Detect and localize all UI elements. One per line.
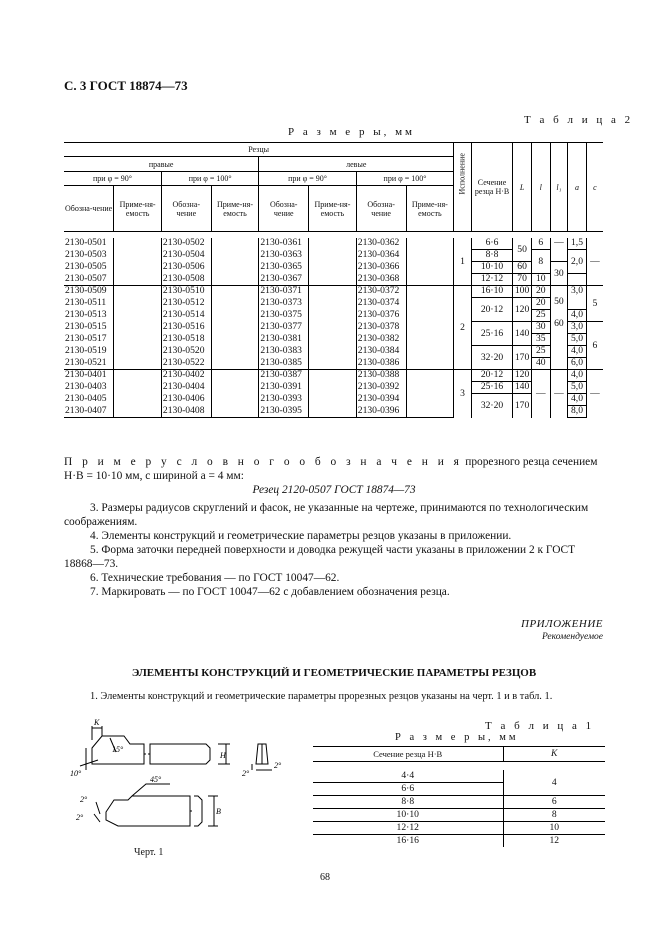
table-cell: 2130-0388: [356, 370, 406, 382]
appendix-sub: Рекомендуемое: [541, 632, 603, 642]
a-value: 4,0: [568, 370, 587, 382]
table-cell: 2130-0520: [161, 346, 211, 358]
section-title: ЭЛЕМЕНТЫ КОНСТРУКЦИЙ И ГЕОМЕТРИЧЕСКИЕ ПАРАМЕТРЫ РЕЗЦОВ: [131, 667, 537, 679]
table2-subtitle: Р а з м е р ы, мм: [288, 126, 416, 138]
t1-K: 6: [503, 796, 605, 809]
l-value: 20: [531, 298, 550, 310]
sechenie: 16·10: [471, 286, 512, 298]
table-cell: 2130-0407: [64, 406, 114, 418]
appendix-title: ПРИЛОЖЕНИЕ: [521, 618, 603, 630]
header-prim: Приме-ня-емость: [114, 186, 162, 232]
table-cell: 2130-0504: [161, 250, 211, 262]
note-item: 4. Элементы конструкций и геометрические параметры резцов указаны в приложении.: [90, 530, 512, 542]
header-prim: Приме-ня-емость: [309, 186, 357, 232]
t1-K: 12: [503, 835, 605, 848]
header-levye: левые: [259, 157, 454, 171]
table-cell: 2130-0516: [161, 322, 211, 334]
t1-sechenie: 16·16: [313, 835, 503, 848]
label-2deg-d: 2°: [76, 813, 84, 822]
table-cell: 2130-0405: [65, 392, 107, 404]
l-value: 25: [531, 346, 550, 358]
sechenie: 32·20: [471, 394, 512, 418]
table-cell: 2130-0394: [356, 394, 406, 406]
a-value: 3,0: [568, 286, 587, 310]
example-prefix: П р и м е р у с л о в н о г о о б о з н а ч е н и я: [64, 456, 463, 468]
notes-list: [64, 501, 604, 599]
label-2deg-a: 2°: [274, 761, 282, 770]
l1-value: 50 60: [550, 286, 568, 370]
table-cell: 2130-0376: [356, 310, 406, 322]
table-cell: 2130-0364: [356, 250, 406, 262]
L-value: 140: [513, 382, 532, 394]
table-cell: 2130-0502: [161, 238, 211, 250]
L-value: 170: [513, 346, 532, 370]
L-value: 140: [513, 322, 532, 346]
a-value: 4,0: [568, 346, 587, 358]
header-sechenie: Сечение резца H·B: [471, 143, 512, 232]
header-c: c: [586, 143, 603, 232]
c-value: —: [586, 238, 603, 286]
header-oboz: Обозна-чение: [259, 186, 309, 232]
a-value: 3,0: [568, 322, 587, 334]
table-cell: 2130-0514: [161, 310, 211, 322]
table-cell: 2130-0512: [161, 298, 211, 310]
c-value: —: [586, 370, 603, 418]
header-oboz: Обозна-чение: [356, 186, 406, 232]
header-pravye: правые: [64, 157, 259, 171]
table-cell: 2130-0401: [64, 370, 114, 382]
ispolnenie: 2: [454, 286, 472, 370]
example-paragraph: [64, 455, 604, 483]
table-cell: 2130-0378: [356, 322, 406, 334]
t1-sechenie: 10·10: [313, 809, 503, 822]
sechenie: 20·12: [471, 298, 512, 322]
drawing-caption: Черт. 1: [134, 847, 164, 858]
table-cell: 2130-0361: [259, 238, 309, 250]
table-cell: 2130-0513: [65, 308, 107, 320]
l1-value: —: [550, 370, 568, 418]
t1-K: 10: [503, 822, 605, 835]
table-cell: 2130-0511: [65, 296, 107, 308]
a-value: 1,5: [568, 238, 587, 250]
sechenie: 32·20: [471, 346, 512, 370]
t1-header-sechenie: Сечение резца H·B: [313, 747, 503, 762]
t1-sechenie: 4·4: [313, 770, 503, 783]
table-cell: 2130-0377: [259, 322, 309, 334]
table1-caption: Т а б л и ц а 1: [485, 720, 595, 732]
ispolnenie: 1: [454, 238, 472, 286]
a-value: 4,0: [568, 394, 587, 406]
table-cell: 2130-0392: [356, 382, 406, 394]
table-cell: 2130-0393: [259, 394, 309, 406]
table-cell: 2130-0363: [259, 250, 309, 262]
example-text: прорезного резца сечением H·B = 10·10 мм, с шириной a = 4 мм:: [64, 456, 598, 482]
a-value: 2,0: [568, 250, 587, 274]
l-value: 30: [531, 322, 550, 334]
table-cell: 2130-0522: [161, 358, 211, 370]
L-value: 170: [513, 394, 532, 418]
l-value: 8: [531, 250, 550, 274]
l1-value: 30: [550, 262, 568, 286]
table2-caption: Т а б л и ц а 2: [524, 114, 634, 126]
table1-subtitle: Р а з м е р ы, мм: [395, 732, 519, 743]
table-cell: 2130-0386: [356, 358, 406, 370]
header-ispolnenie: Исполнение: [454, 143, 472, 232]
table-cell: 2130-0404: [161, 382, 211, 394]
c-value: 5: [586, 286, 603, 322]
sechenie: 8·8: [471, 250, 512, 262]
table-cell: 2130-0382: [356, 334, 406, 346]
page-number: 68: [320, 872, 330, 883]
table-cell: 2130-0503: [65, 248, 107, 260]
table-cell: 2130-0368: [356, 274, 406, 286]
L-value: 60: [513, 262, 532, 274]
a-value: 4,0: [568, 310, 587, 322]
table-cell: 2130-0371: [259, 286, 309, 298]
label-2deg-b: 2°: [242, 769, 250, 778]
L-value: 70: [513, 274, 532, 286]
t1-sechenie: 12·12: [313, 822, 503, 835]
table-cell: 2130-0518: [161, 334, 211, 346]
l-value: 25: [531, 310, 550, 322]
table-cell: 2130-0395: [259, 406, 309, 418]
table-cell: 2130-0383: [259, 346, 309, 358]
header-l1: l₁: [550, 143, 568, 232]
header-phi90-right: при φ = 90°: [64, 171, 161, 185]
header-phi100-left: при φ = 100°: [356, 171, 453, 185]
sechenie: 20·12: [471, 370, 512, 382]
table-cell: 2130-0372: [356, 286, 406, 298]
header-phi90-left: при φ = 90°: [259, 171, 356, 185]
t1-K: 8: [503, 809, 605, 822]
table-cell: 2130-0391: [259, 382, 309, 394]
sechenie: 10·10: [471, 262, 512, 274]
header-rezcy: Резцы: [64, 143, 454, 157]
header-prim: Приме-ня-емость: [406, 186, 454, 232]
header-a: a: [568, 143, 587, 232]
table-cell: 2130-0381: [259, 334, 309, 346]
l-value: 40: [531, 358, 550, 370]
t1-sechenie: 8·8: [313, 796, 503, 809]
note-item: 5. Форма заточки передней поверхности и доводка режущей части указаны в приложении 2 к ГОСТ 18868—73.: [64, 544, 576, 570]
table-cell: 2130-0408: [161, 406, 211, 418]
table-cell: 2130-0374: [356, 298, 406, 310]
label-H: H: [220, 751, 226, 760]
appendix-heading: [521, 618, 603, 644]
table-cell: 2130-0365: [259, 262, 309, 274]
label-2deg-c: 2°: [80, 795, 88, 804]
table-cell: 2130-0366: [356, 262, 406, 274]
label-10deg: 10°: [70, 769, 82, 778]
a-value: 6,0: [568, 358, 587, 370]
l-value: —: [531, 370, 550, 418]
a-value: 5,0: [568, 334, 587, 346]
cutter-drawing: [70, 716, 300, 846]
table-cell: 2130-0402: [161, 370, 211, 382]
a-value: 8,0: [568, 406, 587, 418]
table-cell: 2130-0387: [259, 370, 309, 382]
table-cell: 2130-0506: [161, 262, 211, 274]
note-item: 6. Технические требования — по ГОСТ 10047—62.: [90, 572, 340, 584]
table-cell: 2130-0501: [65, 237, 107, 248]
page-header: С. 3 ГОСТ 18874—73: [64, 78, 188, 93]
L-value: 120: [513, 298, 532, 322]
table-cell: 2130-0505: [65, 260, 107, 272]
table-1: [313, 746, 605, 847]
table-cell: 2130-0375: [259, 310, 309, 322]
L-value: 120: [513, 370, 532, 382]
table-cell: 2130-0510: [161, 286, 211, 298]
sechenie: 25·16: [471, 322, 512, 346]
L-value: 100: [513, 286, 532, 298]
table-cell: 2130-0362: [356, 238, 406, 250]
label-45deg: 45°: [150, 775, 162, 784]
sechenie: 12·12: [471, 274, 512, 286]
sechenie: 25·16: [471, 382, 512, 394]
example-designation: Резец 2120-0507 ГОСТ 18874—73: [252, 484, 416, 496]
table-cell: 2130-0519: [65, 344, 107, 356]
paragraph-1: 1. Элементы конструкций и геометрические параметры прорезных резцов указаны на черт. 1 и в табл. 1.: [90, 691, 553, 702]
label-B: B: [216, 807, 221, 816]
table-cell: 2130-0396: [356, 406, 406, 418]
header-phi100-right: при φ = 100°: [161, 171, 258, 185]
table-cell: 2130-0517: [65, 332, 107, 344]
table-cell: 2130-0507: [65, 272, 107, 284]
t1-sechenie: 6·6: [313, 783, 503, 796]
note-item: 7. Маркировать — по ГОСТ 10047—62 с добавлением обозначения резца.: [90, 586, 450, 598]
table-cell: 2130-0367: [259, 274, 309, 286]
ispolnenie: 3: [454, 370, 472, 418]
table-cell: 2130-0373: [259, 298, 309, 310]
header-oboz: Обозна-чение: [161, 186, 211, 232]
table-cell: 2130-0521: [65, 356, 107, 368]
table-cell: 2130-0403: [65, 380, 107, 392]
header-L: L: [513, 143, 532, 232]
a-value: 5,0: [568, 382, 587, 394]
t1-header-K: K: [503, 747, 605, 762]
table-cell: 2130-0508: [161, 274, 211, 286]
t1-K: 4: [503, 770, 605, 796]
note-item: 3. Размеры радиусов скруглений и фасок, не указанные на чертеже, принимаются по технологическим соображениям.: [64, 502, 589, 528]
header-oboz: Обозна-чение: [64, 186, 114, 232]
header-l: l: [531, 143, 550, 232]
l-value: 6: [531, 238, 550, 250]
header-prim: Приме-ня-емость: [211, 186, 259, 232]
table-cell: 2130-0509: [64, 286, 114, 298]
table-2: [64, 142, 603, 418]
label-K: K: [94, 718, 100, 727]
table-cell: 2130-0384: [356, 346, 406, 358]
l-value: 20: [531, 286, 550, 298]
table-cell: 2130-0406: [161, 394, 211, 406]
label-15deg: 15°: [112, 745, 124, 754]
c-value: 6: [586, 322, 603, 370]
l1-value: —: [550, 238, 568, 250]
L-value: 50: [513, 238, 532, 262]
sechenie: 6·6: [471, 238, 512, 250]
l-value: 35: [531, 334, 550, 346]
l-value: 10: [531, 274, 550, 286]
table-cell: 2130-0515: [65, 320, 107, 332]
table-cell: 2130-0385: [259, 358, 309, 370]
